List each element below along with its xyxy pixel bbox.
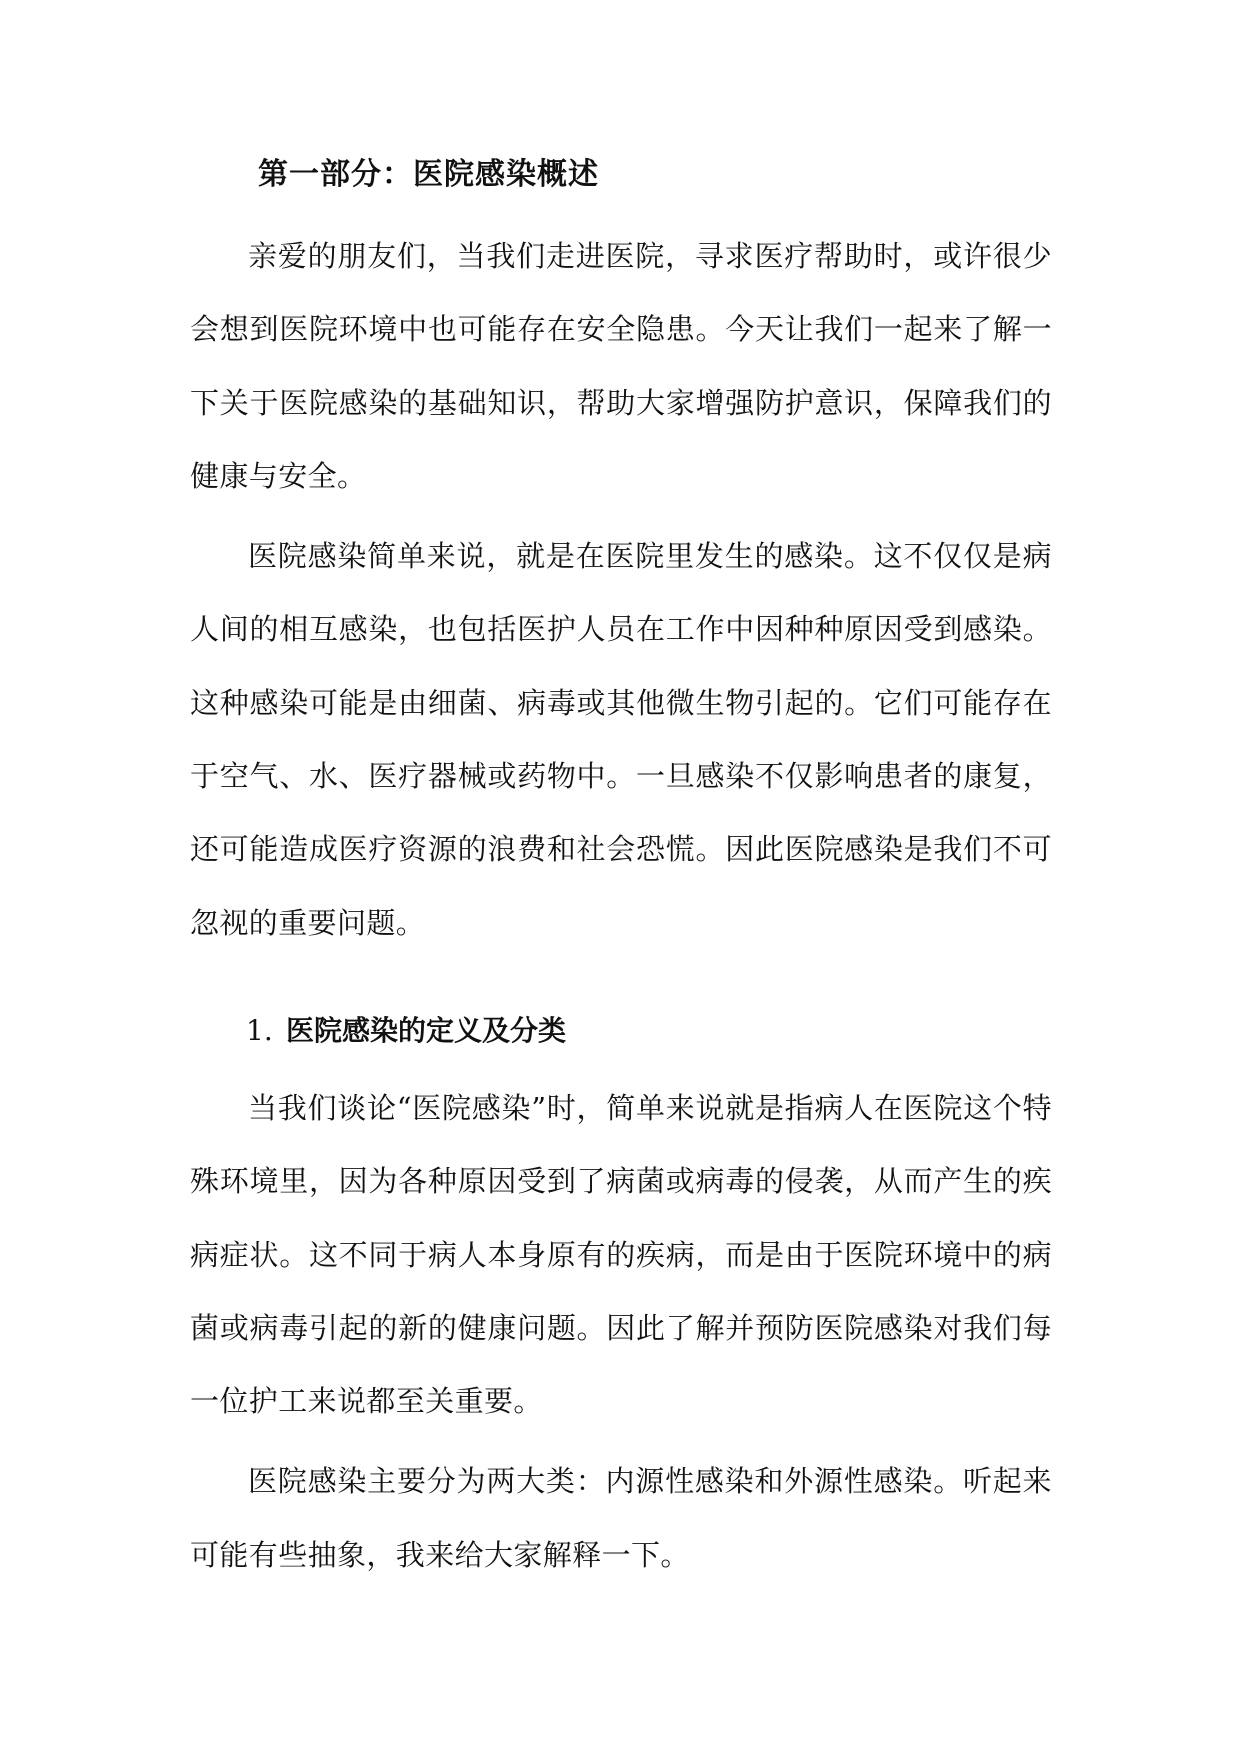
document-body: [190, 140, 1052, 1592]
subsection-heading: [190, 998, 1052, 1064]
subsection-paragraph-1: 当我们谈论“医院感染”时，简单来说就是指病人在医院这个特殊环境里，因为各种原因受到了病菌或病毒的侵袭，从而产生的疾病症状。这不同于病人本身原有的疾病，而是由于医院环境中的病菌或病毒引起的新的健康问题。因此了解并预防医院感染对我们每一位护工来说都至关重要。: [190, 1090, 1052, 1419]
section-title: 第一部分：医院感染概述: [258, 157, 599, 192]
subsection-paragraph-2: 医院感染主要分为两大类：内源性感染和外源性感染。听起来可能有些抽象，我来给大家解释一下。: [190, 1464, 1052, 1572]
spacer: [190, 513, 1052, 520]
subsection-number: 1.: [246, 1013, 273, 1047]
spacer: [190, 210, 1052, 220]
spacer: [190, 1064, 1052, 1072]
spacer: [190, 960, 1052, 998]
spacer: [190, 1438, 1052, 1445]
intro-paragraph-1: 亲爱的朋友们，当我们走进医院，寻求医疗帮助时，或许很少会想到医院环境中也可能存在安全隐患。今天让我们一起来了解一下关于医院感染的基础知识，帮助大家增强防护意识，保障我们的健康与安全。: [190, 239, 1052, 493]
subsection-title: 医院感染的定义及分类: [286, 1013, 567, 1047]
intro-paragraph-2: 医院感染简单来说，就是在医院里发生的感染。这不仅仅是病人间的相互感染，也包括医护人员在工作中因种种原因受到感染。这种感染可能是由细菌、病毒或其他微生物引起的。它们可能存在于空气、水、医疗器械或药物中。一旦感染不仅影响患者的康复，还可能造成医疗资源的浪费和社会恐慌。因此医院感染是我们不可忽视的重要问题。: [190, 539, 1052, 940]
